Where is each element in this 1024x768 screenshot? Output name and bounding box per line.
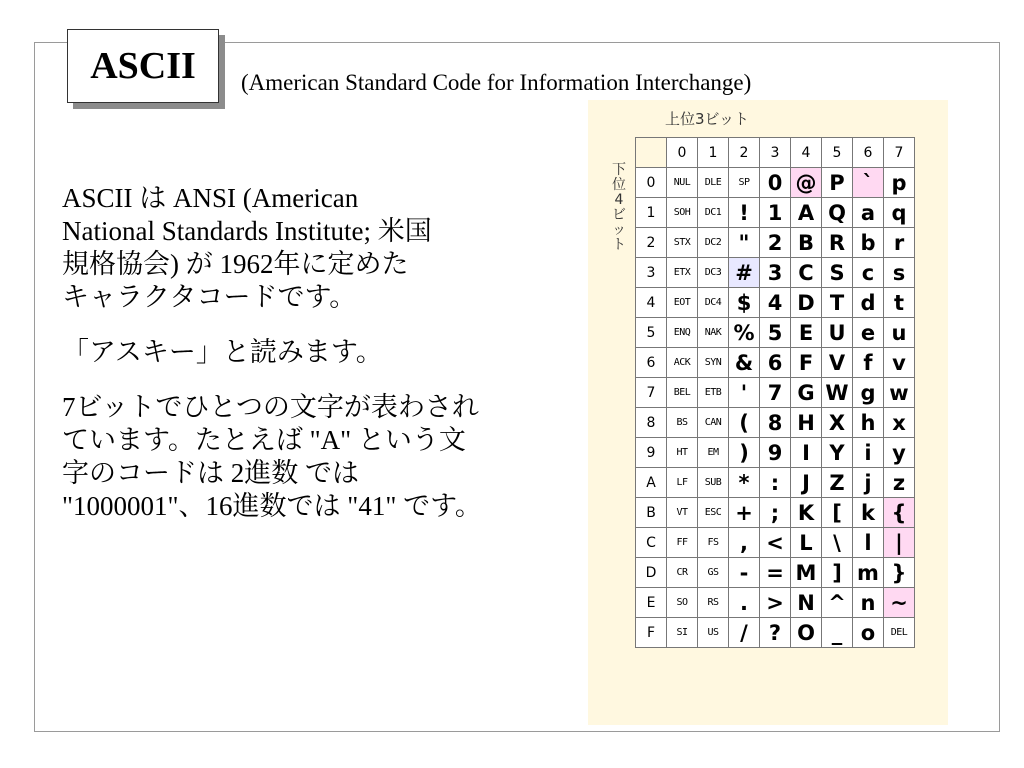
- control-code-cell: CAN: [698, 408, 729, 438]
- character-cell: S: [822, 258, 853, 288]
- character-cell: 9: [760, 438, 791, 468]
- row-header: B: [636, 498, 667, 528]
- character-cell: ]: [822, 558, 853, 588]
- control-code-cell: DEL: [884, 618, 915, 648]
- row-header: E: [636, 588, 667, 618]
- character-cell: w: [884, 378, 915, 408]
- control-code-cell: ENQ: [667, 318, 698, 348]
- character-cell: x: [884, 408, 915, 438]
- control-code-cell: EM: [698, 438, 729, 468]
- character-cell: m: [853, 558, 884, 588]
- character-cell: i: [853, 438, 884, 468]
- character-cell: &: [729, 348, 760, 378]
- character-cell: <: [760, 528, 791, 558]
- text-line: 「アスキー」と読みます。: [62, 337, 383, 367]
- character-cell: G: [791, 378, 822, 408]
- control-code-cell: ACK: [667, 348, 698, 378]
- column-header: 3: [760, 138, 791, 168]
- paragraph-ansi: [62, 182, 582, 314]
- character-cell: d: [853, 288, 884, 318]
- character-cell: q: [884, 198, 915, 228]
- table-row: [636, 378, 915, 408]
- row-header: 9: [636, 438, 667, 468]
- character-cell: #: [729, 258, 760, 288]
- table-row: [636, 498, 915, 528]
- row-header: 8: [636, 408, 667, 438]
- table-row: [636, 288, 915, 318]
- column-header: 7: [884, 138, 915, 168]
- character-cell: e: [853, 318, 884, 348]
- control-code-cell: BEL: [667, 378, 698, 408]
- character-cell: O: [791, 618, 822, 648]
- text-line: National Standards Institute; 米国: [62, 216, 432, 246]
- control-code-cell: SO: [667, 588, 698, 618]
- row-header: 2: [636, 228, 667, 258]
- control-code-cell: FF: [667, 528, 698, 558]
- control-code-cell: BS: [667, 408, 698, 438]
- lower-label-char: 4: [614, 192, 624, 208]
- character-cell: ': [729, 378, 760, 408]
- row-header: A: [636, 468, 667, 498]
- character-cell: l: [853, 528, 884, 558]
- character-cell: >: [760, 588, 791, 618]
- control-code-cell: ESC: [698, 498, 729, 528]
- character-cell: ,: [729, 528, 760, 558]
- character-cell: -: [729, 558, 760, 588]
- character-cell: f: [853, 348, 884, 378]
- control-code-cell: SOH: [667, 198, 698, 228]
- character-cell: h: [853, 408, 884, 438]
- character-cell: t: [884, 288, 915, 318]
- lower-label-char: ト: [612, 237, 626, 253]
- row-header: 5: [636, 318, 667, 348]
- lower-label-char: ッ: [612, 222, 626, 238]
- character-cell: D: [791, 288, 822, 318]
- control-code-cell: FS: [698, 528, 729, 558]
- lower-bits-label: [610, 163, 628, 253]
- character-cell: ?: [760, 618, 791, 648]
- character-cell: p: [884, 168, 915, 198]
- slide-title: ASCII: [67, 29, 219, 103]
- column-header-row: [636, 138, 915, 168]
- table-row: [636, 318, 915, 348]
- character-cell: W: [822, 378, 853, 408]
- table-row: [636, 198, 915, 228]
- character-cell: 3: [760, 258, 791, 288]
- character-cell: I: [791, 438, 822, 468]
- control-code-cell: EOT: [667, 288, 698, 318]
- control-code-cell: STX: [667, 228, 698, 258]
- character-cell: %: [729, 318, 760, 348]
- row-header: 3: [636, 258, 667, 288]
- character-cell: L: [791, 528, 822, 558]
- table-row: [636, 468, 915, 498]
- character-cell: 2: [760, 228, 791, 258]
- row-header: 4: [636, 288, 667, 318]
- character-cell: y: [884, 438, 915, 468]
- row-header: D: [636, 558, 667, 588]
- character-cell: C: [791, 258, 822, 288]
- character-cell: k: [853, 498, 884, 528]
- character-cell: (: [729, 408, 760, 438]
- character-cell: [: [822, 498, 853, 528]
- character-cell: R: [822, 228, 853, 258]
- character-cell: r: [884, 228, 915, 258]
- character-cell: a: [853, 198, 884, 228]
- control-code-cell: NUL: [667, 168, 698, 198]
- table-row: [636, 528, 915, 558]
- control-code-cell: VT: [667, 498, 698, 528]
- character-cell: K: [791, 498, 822, 528]
- character-cell: |: [884, 528, 915, 558]
- character-cell: }: [884, 558, 915, 588]
- body-text: [62, 182, 582, 545]
- control-code-cell: RS: [698, 588, 729, 618]
- character-cell: o: [853, 618, 884, 648]
- character-cell: 6: [760, 348, 791, 378]
- character-cell: /: [729, 618, 760, 648]
- control-code-cell: SI: [667, 618, 698, 648]
- column-header: 0: [667, 138, 698, 168]
- character-cell: Q: [822, 198, 853, 228]
- character-cell: Y: [822, 438, 853, 468]
- column-header: 6: [853, 138, 884, 168]
- column-header: 4: [791, 138, 822, 168]
- table-row: [636, 438, 915, 468]
- text-line: ています。たとえば "A" という文: [62, 425, 466, 455]
- character-cell: 1: [760, 198, 791, 228]
- text-line: ASCII は ANSI (American: [62, 183, 359, 213]
- lower-label-char: 位: [612, 177, 626, 193]
- paragraph-7bit: [62, 391, 582, 523]
- character-cell: ~: [884, 588, 915, 618]
- character-cell: Z: [822, 468, 853, 498]
- character-cell: @: [791, 168, 822, 198]
- character-cell: M: [791, 558, 822, 588]
- character-cell: H: [791, 408, 822, 438]
- control-code-cell: GS: [698, 558, 729, 588]
- character-cell: P: [822, 168, 853, 198]
- text-line: 規格協会) が 1962年に定めた: [62, 249, 409, 279]
- text-line: 字のコードは 2進数 では: [62, 458, 359, 488]
- character-cell: u: [884, 318, 915, 348]
- character-cell: +: [729, 498, 760, 528]
- table-row: [636, 348, 915, 378]
- row-header: 0: [636, 168, 667, 198]
- control-code-cell: ETB: [698, 378, 729, 408]
- text-line: キャラクタコードです。: [62, 282, 357, 312]
- character-cell: s: [884, 258, 915, 288]
- character-cell: 5: [760, 318, 791, 348]
- character-cell: !: [729, 198, 760, 228]
- character-cell: *: [729, 468, 760, 498]
- control-code-cell: NAK: [698, 318, 729, 348]
- character-cell: z: [884, 468, 915, 498]
- table-row: [636, 558, 915, 588]
- lower-label-char: 下: [612, 162, 626, 178]
- character-cell: E: [791, 318, 822, 348]
- column-header: 1: [698, 138, 729, 168]
- character-cell: _: [822, 618, 853, 648]
- character-cell: j: [853, 468, 884, 498]
- character-cell: c: [853, 258, 884, 288]
- character-cell: ;: [760, 498, 791, 528]
- character-cell: :: [760, 468, 791, 498]
- slide-subtitle: (American Standard Code for Information Interchange): [241, 70, 752, 95]
- upper-bits-label: 上位3ビット: [665, 110, 749, 128]
- column-header: 2: [729, 138, 760, 168]
- text-line: "1000001"、16進数では "41" です。: [62, 491, 482, 521]
- ascii-table-body: [636, 168, 915, 648]
- control-code-cell: US: [698, 618, 729, 648]
- table-row: [636, 168, 915, 198]
- character-cell: g: [853, 378, 884, 408]
- character-cell: 8: [760, 408, 791, 438]
- ascii-table: [635, 137, 915, 648]
- character-cell: T: [822, 288, 853, 318]
- control-code-cell: SUB: [698, 468, 729, 498]
- row-header: C: [636, 528, 667, 558]
- column-header: 5: [822, 138, 853, 168]
- table-row: [636, 228, 915, 258]
- character-cell: =: [760, 558, 791, 588]
- character-cell: v: [884, 348, 915, 378]
- character-cell: $: [729, 288, 760, 318]
- character-cell: n: [853, 588, 884, 618]
- control-code-cell: SYN: [698, 348, 729, 378]
- control-code-cell: CR: [667, 558, 698, 588]
- character-cell: \: [822, 528, 853, 558]
- character-cell: `: [853, 168, 884, 198]
- control-code-cell: SP: [729, 168, 760, 198]
- character-cell: J: [791, 468, 822, 498]
- character-cell: ": [729, 228, 760, 258]
- character-cell: F: [791, 348, 822, 378]
- paragraph-reading: [62, 336, 582, 369]
- table-row: [636, 588, 915, 618]
- character-cell: U: [822, 318, 853, 348]
- control-code-cell: DC3: [698, 258, 729, 288]
- control-code-cell: DC1: [698, 198, 729, 228]
- character-cell: b: [853, 228, 884, 258]
- table-corner: [636, 138, 667, 168]
- character-cell: B: [791, 228, 822, 258]
- character-cell: V: [822, 348, 853, 378]
- row-header: 1: [636, 198, 667, 228]
- row-header: F: [636, 618, 667, 648]
- table-row: [636, 618, 915, 648]
- row-header: 7: [636, 378, 667, 408]
- character-cell: N: [791, 588, 822, 618]
- control-code-cell: DC4: [698, 288, 729, 318]
- character-cell: ^: [822, 588, 853, 618]
- character-cell: A: [791, 198, 822, 228]
- character-cell: {: [884, 498, 915, 528]
- text-line: 7ビットでひとつの文字が表わされ: [62, 392, 479, 422]
- control-code-cell: LF: [667, 468, 698, 498]
- character-cell: ): [729, 438, 760, 468]
- character-cell: X: [822, 408, 853, 438]
- table-row: [636, 258, 915, 288]
- character-cell: 4: [760, 288, 791, 318]
- control-code-cell: DC2: [698, 228, 729, 258]
- table-row: [636, 408, 915, 438]
- lower-label-char: ビ: [612, 207, 626, 223]
- character-cell: 7: [760, 378, 791, 408]
- character-cell: 0: [760, 168, 791, 198]
- control-code-cell: HT: [667, 438, 698, 468]
- control-code-cell: DLE: [698, 168, 729, 198]
- character-cell: .: [729, 588, 760, 618]
- row-header: 6: [636, 348, 667, 378]
- control-code-cell: ETX: [667, 258, 698, 288]
